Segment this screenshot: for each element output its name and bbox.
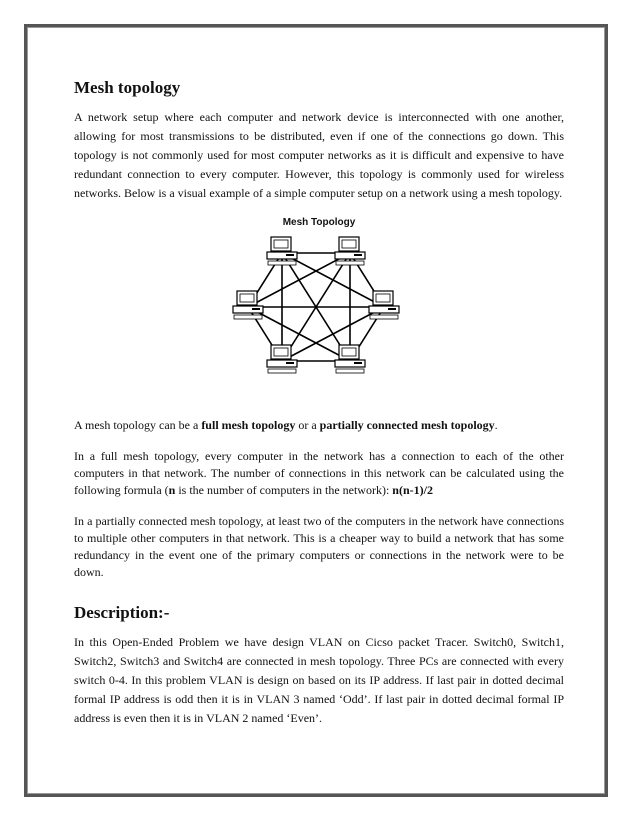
computer-icon (267, 237, 297, 265)
computer-icon (369, 291, 399, 319)
computer-icon (267, 345, 297, 373)
computer-icon (335, 237, 365, 265)
full-mesh-paragraph: In a full mesh topology, every computer in the network has a connection to each of the other computers in that network. The number of connections in this network can be calculated using the following formula (n is the number of computers in the network): n(n-1)/2 (74, 449, 564, 497)
mesh-diagram (224, 217, 414, 397)
mesh-topology-figure (74, 217, 564, 397)
types-paragraph: A mesh topology can be a full mesh topology or a partially connected mesh topology. (74, 418, 498, 432)
full-mesh-term: full mesh topology (201, 418, 296, 432)
description-paragraph: In this Open-Ended Problem we have design VLAN on Cicso packet Tracer. Switch0, Switch1, Switch2, Switch3 and Switch4 are connected in mesh topology. Three PCs are connected with every switch 0-4. In this problem VLAN is design on based on its IP address. If last pair in dotted decimal formal IP address is odd then it is in VLAN 3 named ‘Odd’. If last pair in dotted decimal formal IP address is even then it is in VLAN 2 named ‘Even’. (74, 635, 564, 725)
partial-mesh-paragraph: In a partially connected mesh topology, at least two of the computers in the network have connections to multiple other computers in that network. This is a cheaper way to build a network that has some redundancy in the event one of the primary computers or connections in the network were to be down. (74, 514, 564, 579)
section-heading: Mesh topology (74, 78, 181, 97)
formula: n(n-1)/2 (392, 483, 433, 497)
document-body (74, 78, 564, 728)
computer-icon (335, 345, 365, 373)
figure-title: Mesh Topology (282, 217, 356, 228)
intro-paragraph: A network setup where each computer and network device is interconnected with one another, allowing for most transmissions to be distributed, even if one of the connections go down. This topology is not commonly used for most computer networks as it is difficult and expensive to have redundant connection to every computer. However, this topology is commonly used for wireless networks. Below is a visual example of a simple computer setup on a network using a mesh topology. (74, 110, 564, 200)
partial-mesh-term: partially connected mesh topology (319, 418, 495, 432)
description-heading: Description:- (74, 603, 170, 622)
computer-icon (233, 291, 263, 319)
